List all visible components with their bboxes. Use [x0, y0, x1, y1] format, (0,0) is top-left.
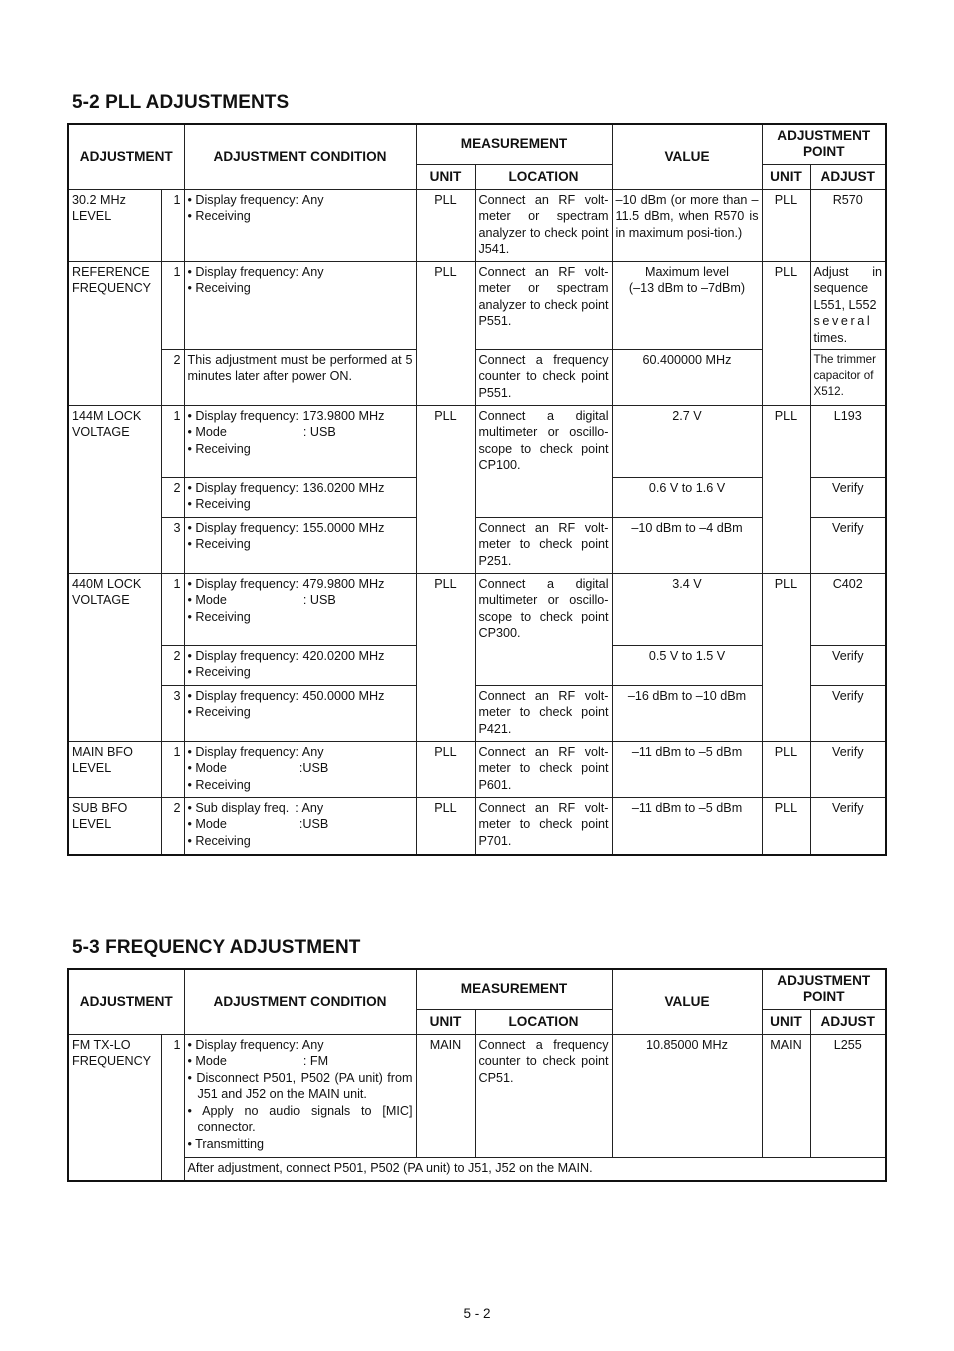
note-cell: After adjustment, connect P501, P502 (PA unit) to J51, J52 on the MAIN.: [184, 1157, 886, 1181]
value-cell: 0.5 V to 1.5 V: [612, 645, 762, 685]
location-cell: Connect an RF volt-meter to check point P251.: [475, 517, 612, 573]
condition-cell: • Display frequency: 420.0200 MHz • Receiving: [184, 645, 416, 685]
frequency-adjustment-table: [67, 968, 887, 1182]
point-unit-cell: PLL: [762, 741, 810, 797]
table-row: [68, 405, 886, 477]
unit-cell: PLL: [416, 405, 475, 573]
adjust-cell: Verify: [810, 685, 886, 741]
adjustment-name: MAIN BFO LEVEL: [68, 741, 161, 797]
page-number: 5 - 2: [463, 1306, 491, 1321]
header-point-unit: UNIT: [762, 1009, 810, 1034]
point-unit-cell: PLL: [762, 797, 810, 855]
adjustment-name: 144M LOCK VOLTAGE: [68, 405, 161, 573]
point-unit-cell: PLL: [762, 573, 810, 741]
value-cell: 60.400000 MHz: [612, 349, 762, 405]
value-cell: 10.85000 MHz: [612, 1034, 762, 1157]
adjustment-name: REFERENCE FREQUENCY: [68, 261, 161, 405]
location-cell: Connect a frequency counter to check point CP51.: [475, 1034, 612, 1157]
value-cell: 2.7 V: [612, 405, 762, 477]
header-unit: UNIT: [416, 1009, 475, 1034]
header-location: LOCATION: [475, 164, 612, 189]
adjustment-name: 440M LOCK VOLTAGE: [68, 573, 161, 741]
point-unit-cell: PLL: [762, 405, 810, 573]
step-number: 2: [161, 477, 184, 517]
adjustment-name: FM TX-LO FREQUENCY: [68, 1034, 161, 1181]
step-number: 1: [161, 741, 184, 797]
unit-cell: PLL: [416, 741, 475, 797]
point-unit-cell: PLL: [762, 189, 810, 261]
point-unit-cell: MAIN: [762, 1034, 810, 1157]
value-cell: –16 dBm to –10 dBm: [612, 685, 762, 741]
location-cell: Connect a frequency counter to check point P551.: [475, 349, 612, 405]
header-adjust: ADJUST: [810, 1009, 886, 1034]
step-number: 2: [161, 797, 184, 855]
header-adjust: ADJUST: [810, 164, 886, 189]
condition-cell: • Display frequency: Any • Receiving: [184, 261, 416, 349]
header-point-unit: UNIT: [762, 164, 810, 189]
step-number: 3: [161, 685, 184, 741]
value-cell: Maximum level (–13 dBm to –7dBm): [612, 261, 762, 349]
header-condition: ADJUSTMENT CONDITION: [184, 124, 416, 189]
pll-adjustment-table: [67, 123, 887, 856]
location-cell: Connect a digital multimeter or oscillo-scope to check point CP300.: [475, 573, 612, 685]
value-cell: –11 dBm to –5 dBm: [612, 741, 762, 797]
adjust-cell: L255: [810, 1034, 886, 1157]
adjust-cell: R570: [810, 189, 886, 261]
header-adjustment-point: ADJUSTMENT POINT: [762, 969, 886, 1009]
unit-cell: PLL: [416, 797, 475, 855]
location-cell: Connect an RF volt-meter to check point P421.: [475, 685, 612, 741]
location-cell: Connect an RF volt-meter to check point P601.: [475, 741, 612, 797]
location-cell: Connect an RF volt-meter or spectram analyzer to check point P551.: [475, 261, 612, 349]
value-cell: –10 dBm to –4 dBm: [612, 517, 762, 573]
location-cell: Connect an RF volt-meter or spectram analyzer to check point J541.: [475, 189, 612, 261]
section-title-frequency: 5-3 FREQUENCY ADJUSTMENT: [72, 937, 361, 958]
condition-cell: • Display frequency: 173.9800 MHz • Mode : USB • Receiving: [184, 405, 416, 477]
location-cell: Connect a digital multimeter or oscillo-scope to check point CP100.: [475, 405, 612, 517]
condition-cell: This adjustment must be performed at 5 minutes later after power ON.: [184, 349, 416, 405]
header-value: VALUE: [612, 969, 762, 1034]
header-measurement: MEASUREMENT: [416, 124, 612, 164]
step-number: 1: [161, 573, 184, 645]
value-cell: –11 dBm to –5 dBm: [612, 797, 762, 855]
unit-cell: PLL: [416, 189, 475, 261]
value-cell: 0.6 V to 1.6 V: [612, 477, 762, 517]
step-number: 1: [161, 261, 184, 349]
adjust-cell: L193: [810, 405, 886, 477]
condition-cell: • Sub display freq. : Any • Mode :USB • Receiving: [184, 797, 416, 855]
value-cell: –10 dBm (or more than –11.5 dBm, when R570 is in maximum posi-tion.): [612, 189, 762, 261]
condition-cell: • Display frequency: Any • Mode : FM • Disconnect P501, P502 (PA unit) from J51 and J52 on the MAIN unit. • Apply no audio signals to [MIC] connector. • Transmitting: [184, 1034, 416, 1157]
step-number: 3: [161, 517, 184, 573]
section-title-pll: 5-2 PLL ADJUSTMENTS: [72, 92, 290, 113]
table-row: [68, 1034, 886, 1157]
adjust-cell: Adjust in sequence L551, L552 several times.: [810, 261, 886, 349]
adjustment-name: SUB BFO LEVEL: [68, 797, 161, 855]
header-adjustment-point: ADJUSTMENT POINT: [762, 124, 886, 164]
unit-cell: PLL: [416, 261, 475, 405]
unit-cell: PLL: [416, 573, 475, 741]
header-location: LOCATION: [475, 1009, 612, 1034]
adjust-cell: Verify: [810, 797, 886, 855]
condition-cell: • Display frequency: 136.0200 MHz • Receiving: [184, 477, 416, 517]
table-row: [68, 797, 886, 855]
header-adjustment: ADJUSTMENT: [68, 124, 184, 189]
adjust-cell: Verify: [810, 477, 886, 517]
step-number: 2: [161, 349, 184, 405]
header-value: VALUE: [612, 124, 762, 189]
header-adjustment: ADJUSTMENT: [68, 969, 184, 1034]
table-row: [68, 741, 886, 797]
step-number: 1: [161, 405, 184, 477]
location-cell: Connect an RF volt-meter to check point P701.: [475, 797, 612, 855]
step-number: 2: [161, 645, 184, 685]
adjust-cell: Verify: [810, 645, 886, 685]
condition-cell: • Display frequency: Any • Mode :USB • Receiving: [184, 741, 416, 797]
adjustment-name: 30.2 MHz LEVEL: [68, 189, 161, 261]
point-unit-cell: PLL: [762, 261, 810, 405]
condition-cell: • Display frequency: Any • Receiving: [184, 189, 416, 261]
value-cell: 3.4 V: [612, 573, 762, 645]
adjust-cell: The trimmer capacitor of X512.: [810, 349, 886, 405]
table-row: [68, 573, 886, 645]
adjust-cell: C402: [810, 573, 886, 645]
condition-cell: • Display frequency: 450.0000 MHz • Receiving: [184, 685, 416, 741]
adjust-cell: Verify: [810, 517, 886, 573]
table-row: [68, 1157, 886, 1181]
header-measurement: MEASUREMENT: [416, 969, 612, 1009]
table-row: [68, 189, 886, 261]
header-unit: UNIT: [416, 164, 475, 189]
condition-cell: • Display frequency: 155.0000 MHz • Receiving: [184, 517, 416, 573]
unit-cell: MAIN: [416, 1034, 475, 1157]
condition-cell: • Display frequency: 479.9800 MHz • Mode : USB • Receiving: [184, 573, 416, 645]
table-row: [68, 261, 886, 349]
adjust-cell: Verify: [810, 741, 886, 797]
step-number: 1: [161, 189, 184, 261]
header-condition: ADJUSTMENT CONDITION: [184, 969, 416, 1034]
step-number: 1: [161, 1034, 184, 1181]
